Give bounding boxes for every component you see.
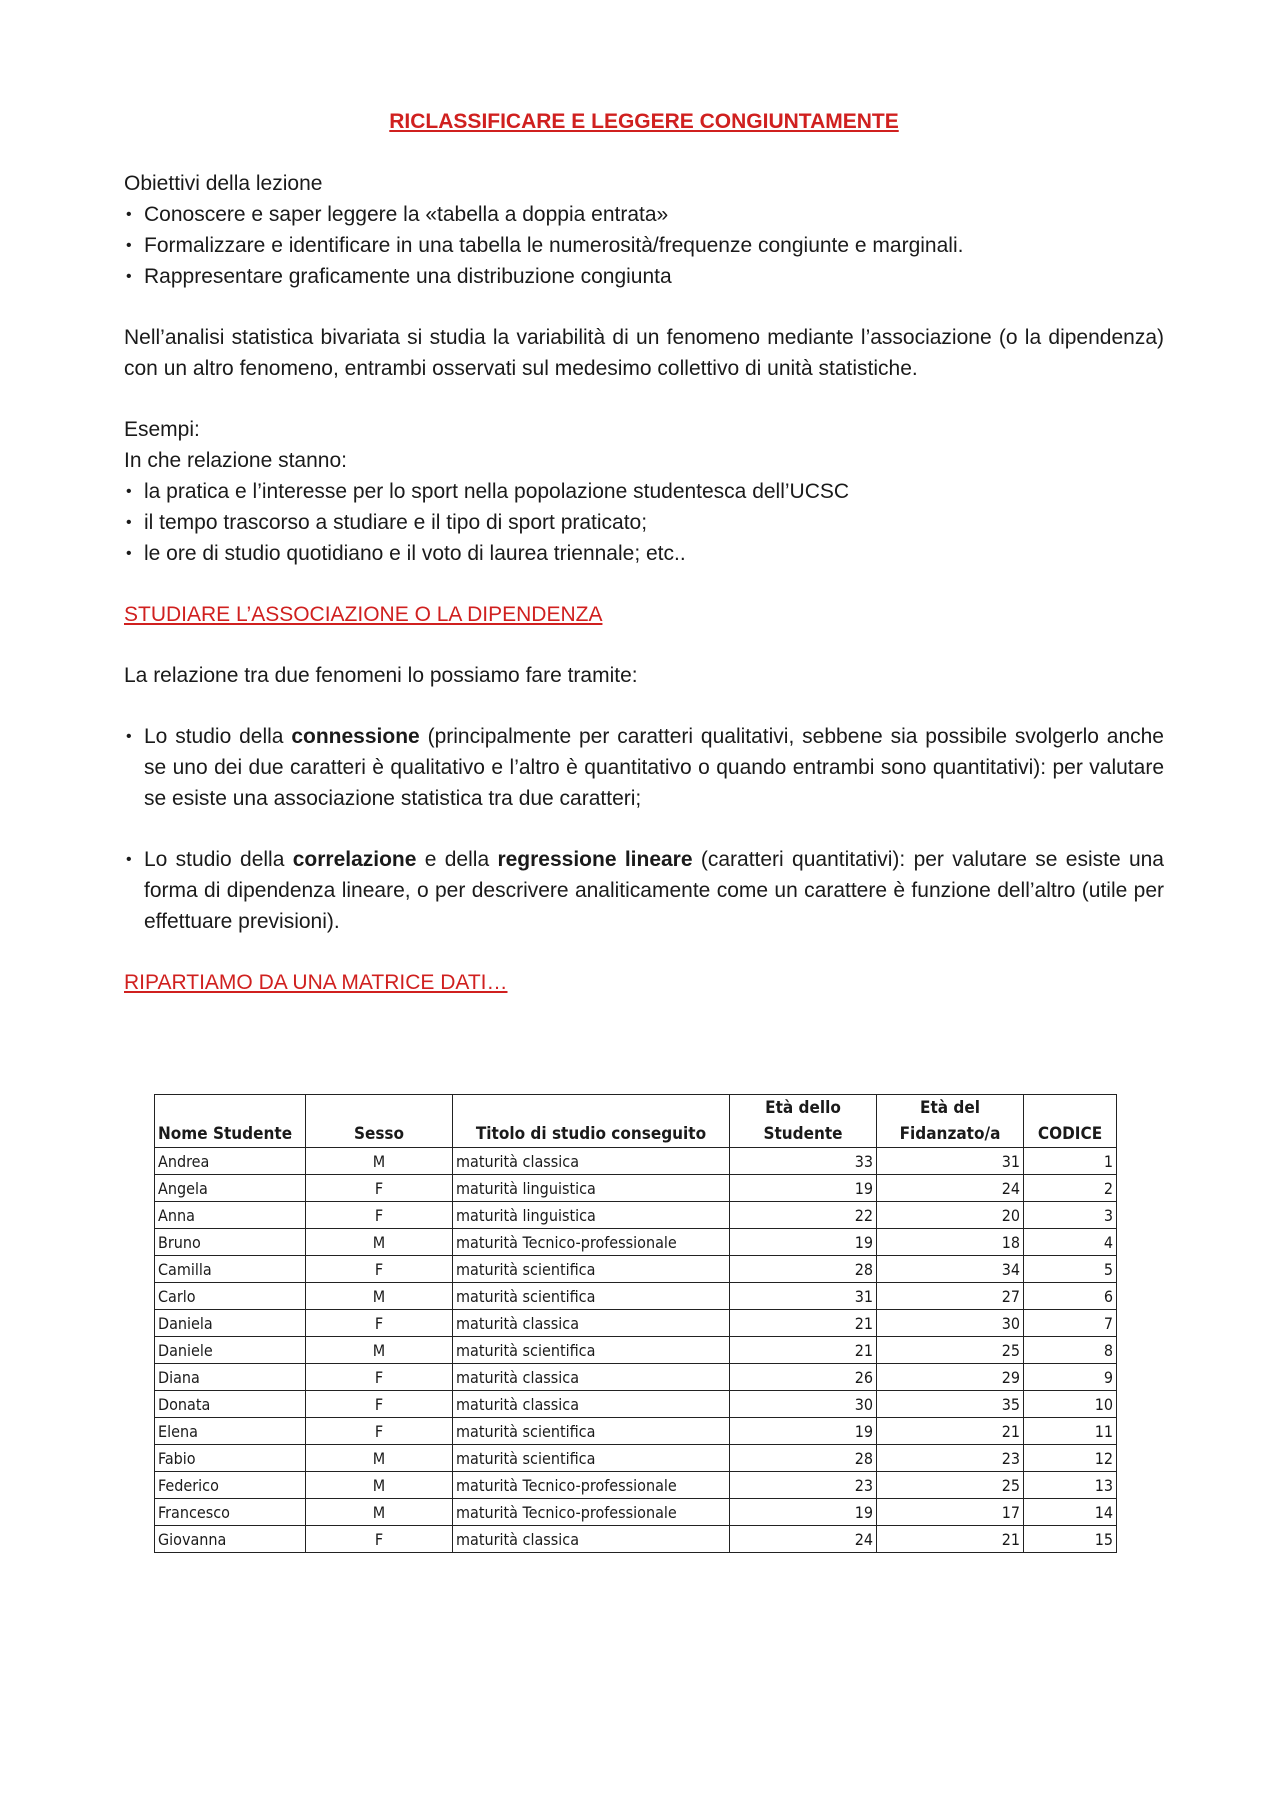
cell-nome: Daniela (155, 1310, 306, 1337)
cell-sesso: M (306, 1148, 453, 1175)
cell-eta-studente: 19 (730, 1418, 877, 1445)
cell-codice: 12 (1024, 1445, 1117, 1472)
cell-sesso: M (306, 1229, 453, 1256)
cell-nome: Bruno (155, 1229, 306, 1256)
table-row (155, 1310, 1117, 1337)
cell-titolo: maturità classica (453, 1391, 730, 1418)
table-row (155, 1391, 1117, 1418)
cell-eta-fidanzato: 25 (877, 1337, 1024, 1364)
cell-eta-fidanzato: 29 (877, 1364, 1024, 1391)
cell-eta-studente: 19 (730, 1175, 877, 1202)
section-lead: La relazione tra due fenomeni lo possiamo fare tramite: (124, 664, 638, 687)
table-row (155, 1445, 1117, 1472)
cell-titolo: maturità scientifica (453, 1283, 730, 1310)
cell-sesso: F (306, 1418, 453, 1445)
table-row (155, 1499, 1117, 1526)
cell-codice: 14 (1024, 1499, 1117, 1526)
header-sesso: Sesso (306, 1095, 453, 1148)
table-row (155, 1229, 1117, 1256)
cell-sesso: M (306, 1472, 453, 1499)
cell-codice: 1 (1024, 1148, 1117, 1175)
cell-eta-studente: 33 (730, 1148, 877, 1175)
text: Lo studio della (144, 725, 292, 748)
cell-titolo: maturità scientifica (453, 1256, 730, 1283)
cell-eta-studente: 24 (730, 1526, 877, 1553)
cell-nome: Francesco (155, 1499, 306, 1526)
cell-eta-studente: 21 (730, 1337, 877, 1364)
table-header-row (155, 1095, 1117, 1148)
cell-sesso: M (306, 1499, 453, 1526)
text: (caratteri quantitativi): per valutare se esiste una forma di dipendenza lineare, o per descrivere analiticamente come un carattere è funzione dell’altro (utile per effettuare previsioni). (144, 848, 1164, 933)
text: Lo studio della (144, 848, 293, 871)
cell-codice: 10 (1024, 1391, 1117, 1418)
list-item: • Formalizzare e identificare in una tabella le numerosità/frequenze congiunte e marginali. (124, 230, 1164, 261)
cell-eta-fidanzato: 34 (877, 1256, 1024, 1283)
list-item: • la pratica e l’interesse per lo sport nella popolazione studentesca dell’UCSC (124, 476, 1164, 507)
cell-nome: Angela (155, 1175, 306, 1202)
cell-eta-fidanzato: 23 (877, 1445, 1024, 1472)
header-eta-fidanzato: Età del Fidanzato/a (877, 1095, 1024, 1148)
cell-eta-fidanzato: 30 (877, 1310, 1024, 1337)
header-titolo: Titolo di studio conseguito (453, 1095, 730, 1148)
cell-nome: Carlo (155, 1283, 306, 1310)
list-item: • il tempo trascorso a studiare e il tipo di sport praticato; (124, 507, 1164, 538)
cell-eta-fidanzato: 31 (877, 1148, 1024, 1175)
cell-nome: Giovanna (155, 1526, 306, 1553)
table-row (155, 1472, 1117, 1499)
cell-eta-fidanzato: 27 (877, 1283, 1024, 1310)
cell-titolo: maturità classica (453, 1310, 730, 1337)
section-heading-association: STUDIARE L’ASSOCIAZIONE O LA DIPENDENZA (124, 603, 603, 626)
cell-codice: 5 (1024, 1256, 1117, 1283)
cell-sesso: M (306, 1445, 453, 1472)
cell-codice: 7 (1024, 1310, 1117, 1337)
cell-titolo: maturità classica (453, 1364, 730, 1391)
table-row (155, 1418, 1117, 1445)
cell-titolo: maturità Tecnico-professionale (453, 1499, 730, 1526)
cell-eta-fidanzato: 35 (877, 1391, 1024, 1418)
cell-eta-fidanzato: 17 (877, 1499, 1024, 1526)
list-item: • Rappresentare graficamente una distribuzione congiunta (124, 261, 1164, 292)
cell-codice: 6 (1024, 1283, 1117, 1310)
cell-codice: 4 (1024, 1229, 1117, 1256)
cell-titolo: maturità scientifica (453, 1445, 730, 1472)
examples-list (124, 476, 1164, 569)
cell-eta-studente: 23 (730, 1472, 877, 1499)
cell-eta-fidanzato: 21 (877, 1526, 1024, 1553)
cell-nome: Anna (155, 1202, 306, 1229)
table-row (155, 1148, 1117, 1175)
cell-codice: 8 (1024, 1337, 1117, 1364)
table-row (155, 1175, 1117, 1202)
cell-sesso: F (306, 1391, 453, 1418)
cell-nome: Fabio (155, 1445, 306, 1472)
cell-sesso: F (306, 1175, 453, 1202)
table-row (155, 1283, 1117, 1310)
objectives-list (124, 199, 1164, 292)
cell-eta-studente: 21 (730, 1310, 877, 1337)
cell-titolo: maturità classica (453, 1526, 730, 1553)
cell-titolo: maturità Tecnico-professionale (453, 1472, 730, 1499)
header-eta-studente: Età dello Studente (730, 1095, 877, 1148)
cell-sesso: F (306, 1364, 453, 1391)
cell-eta-fidanzato: 18 (877, 1229, 1024, 1256)
methods-list (124, 721, 1164, 814)
cell-nome: Daniele (155, 1337, 306, 1364)
cell-sesso: F (306, 1310, 453, 1337)
document-page (124, 110, 1164, 998)
cell-sesso: M (306, 1337, 453, 1364)
cell-nome: Andrea (155, 1148, 306, 1175)
cell-codice: 13 (1024, 1472, 1117, 1499)
cell-eta-studente: 19 (730, 1229, 877, 1256)
term-regressione: regressione lineare (497, 848, 693, 871)
cell-titolo: maturità Tecnico-professionale (453, 1229, 730, 1256)
cell-codice: 9 (1024, 1364, 1117, 1391)
cell-sesso: M (306, 1283, 453, 1310)
cell-nome: Camilla (155, 1256, 306, 1283)
cell-nome: Federico (155, 1472, 306, 1499)
text: e della (416, 848, 498, 871)
page-title: RICLASSIFICARE E LEGGERE CONGIUNTAMENTE (389, 110, 899, 133)
cell-eta-fidanzato: 25 (877, 1472, 1024, 1499)
cell-titolo: maturità scientifica (453, 1418, 730, 1445)
cell-sesso: F (306, 1256, 453, 1283)
intro-paragraph: Nell’analisi statistica bivariata si studia la variabilità di un fenomeno mediante l’associazione (o la dipendenza) con un altro fenomeno, entrambi osservati sul medesimo collettivo di unità statistiche. (124, 326, 1164, 380)
cell-codice: 15 (1024, 1526, 1117, 1553)
data-matrix-table (154, 1094, 1117, 1553)
section-heading-matrix: RIPARTIAMO DA UNA MATRICE DATI… (124, 971, 508, 994)
cell-eta-studente: 26 (730, 1364, 877, 1391)
list-item-connessione (124, 721, 1164, 814)
list-item: • Conoscere e saper leggere la «tabella a doppia entrata» (124, 199, 1164, 230)
cell-titolo: maturità scientifica (453, 1337, 730, 1364)
cell-titolo: maturità classica (453, 1148, 730, 1175)
term-correlazione: correlazione (292, 848, 417, 871)
header-codice: CODICE (1024, 1095, 1117, 1148)
table-row (155, 1256, 1117, 1283)
cell-codice: 2 (1024, 1175, 1117, 1202)
term-connessione: connessione (291, 725, 420, 748)
cell-eta-studente: 30 (730, 1391, 877, 1418)
cell-nome: Diana (155, 1364, 306, 1391)
examples-heading: Esempi: (124, 418, 200, 441)
table-row (155, 1526, 1117, 1553)
cell-sesso: F (306, 1526, 453, 1553)
cell-eta-studente: 19 (730, 1499, 877, 1526)
cell-eta-fidanzato: 24 (877, 1175, 1024, 1202)
examples-question: In che relazione stanno: (124, 449, 347, 472)
cell-codice: 3 (1024, 1202, 1117, 1229)
cell-eta-studente: 22 (730, 1202, 877, 1229)
cell-codice: 11 (1024, 1418, 1117, 1445)
cell-sesso: F (306, 1202, 453, 1229)
cell-eta-studente: 28 (730, 1256, 877, 1283)
cell-eta-studente: 31 (730, 1283, 877, 1310)
cell-nome: Donata (155, 1391, 306, 1418)
header-nome: Nome Studente (155, 1095, 306, 1148)
methods-list-2 (124, 844, 1164, 937)
cell-eta-studente: 28 (730, 1445, 877, 1472)
text: (principalmente per caratteri qualitativi, sebbene sia possibile svolgerlo anche se uno dei due caratteri è qualitativo e l’altro è quantitativo o quando entrambi sono quantitativi): per valutare se esiste una associazione statistica tra due caratteri; (144, 725, 1164, 810)
cell-titolo: maturità linguistica (453, 1175, 730, 1202)
table-row (155, 1337, 1117, 1364)
cell-eta-fidanzato: 20 (877, 1202, 1024, 1229)
cell-titolo: maturità linguistica (453, 1202, 730, 1229)
list-item-correlazione (124, 844, 1164, 937)
table-row (155, 1202, 1117, 1229)
cell-nome: Elena (155, 1418, 306, 1445)
table-row (155, 1364, 1117, 1391)
objectives-heading: Obiettivi della lezione (124, 172, 323, 195)
cell-eta-fidanzato: 21 (877, 1418, 1024, 1445)
list-item: • le ore di studio quotidiano e il voto di laurea triennale; etc.. (124, 538, 1164, 569)
